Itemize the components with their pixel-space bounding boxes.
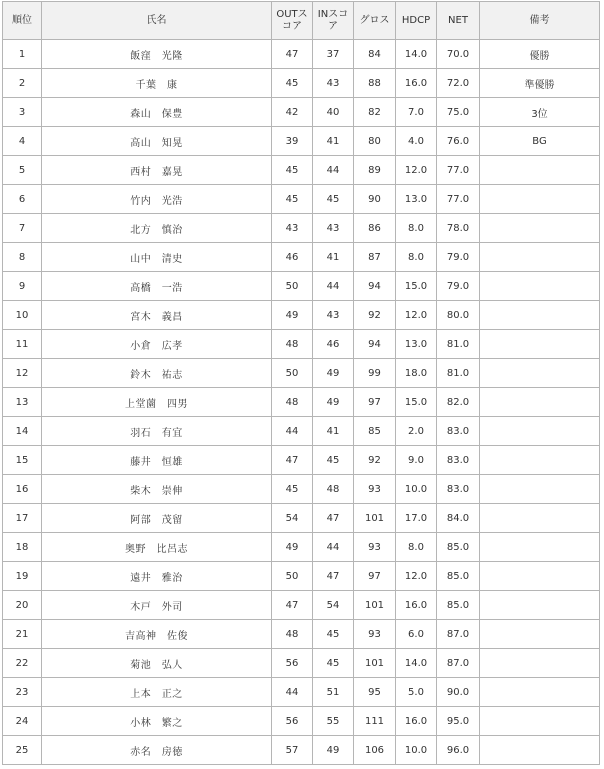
cell-rank: 11 (3, 330, 42, 359)
cell-name: 宮木 義昌 (42, 301, 272, 330)
cell-net: 83.0 (437, 417, 480, 446)
cell-note (480, 678, 600, 707)
cell-hdcp: 14.0 (396, 649, 437, 678)
cell-note (480, 504, 600, 533)
cell-gross: 80 (354, 127, 396, 156)
cell-hdcp: 14.0 (396, 40, 437, 69)
cell-name: 吉高神 佐俊 (42, 620, 272, 649)
cell-note: 優勝 (480, 40, 600, 69)
cell-name: 飯窪 光隆 (42, 40, 272, 69)
cell-out-score: 42 (272, 98, 313, 127)
cell-note (480, 301, 600, 330)
cell-out-score: 44 (272, 417, 313, 446)
cell-hdcp: 10.0 (396, 736, 437, 765)
cell-note (480, 620, 600, 649)
cell-name: 阿部 茂留 (42, 504, 272, 533)
cell-rank: 12 (3, 359, 42, 388)
cell-rank: 10 (3, 301, 42, 330)
cell-out-score: 49 (272, 301, 313, 330)
cell-rank: 20 (3, 591, 42, 620)
header-rank: 順位 (3, 2, 42, 40)
cell-note: 3位 (480, 98, 600, 127)
header-net: NET (437, 2, 480, 40)
cell-name: 藤井 恒雄 (42, 446, 272, 475)
cell-in-score: 51 (313, 678, 354, 707)
cell-net: 82.0 (437, 388, 480, 417)
table-row (3, 243, 600, 272)
cell-rank: 6 (3, 185, 42, 214)
cell-name: 遠井 雅治 (42, 562, 272, 591)
cell-in-score: 44 (313, 156, 354, 185)
cell-net: 84.0 (437, 504, 480, 533)
cell-name: 竹内 光浩 (42, 185, 272, 214)
cell-hdcp: 15.0 (396, 388, 437, 417)
cell-out-score: 50 (272, 272, 313, 301)
cell-rank: 5 (3, 156, 42, 185)
cell-out-score: 48 (272, 388, 313, 417)
cell-note (480, 475, 600, 504)
cell-in-score: 41 (313, 417, 354, 446)
cell-in-score: 45 (313, 185, 354, 214)
table-row (3, 301, 600, 330)
cell-net: 79.0 (437, 243, 480, 272)
cell-note (480, 214, 600, 243)
cell-gross: 111 (354, 707, 396, 736)
cell-gross: 92 (354, 301, 396, 330)
cell-gross: 92 (354, 446, 396, 475)
cell-in-score: 49 (313, 359, 354, 388)
cell-hdcp: 12.0 (396, 156, 437, 185)
cell-out-score: 46 (272, 243, 313, 272)
cell-out-score: 48 (272, 620, 313, 649)
cell-in-score: 41 (313, 243, 354, 272)
table-row (3, 156, 600, 185)
cell-rank: 3 (3, 98, 42, 127)
cell-gross: 86 (354, 214, 396, 243)
table-row (3, 98, 600, 127)
cell-note (480, 707, 600, 736)
cell-name: 赤名 房徳 (42, 736, 272, 765)
cell-rank: 15 (3, 446, 42, 475)
cell-note (480, 649, 600, 678)
cell-out-score: 50 (272, 562, 313, 591)
cell-hdcp: 8.0 (396, 243, 437, 272)
cell-hdcp: 16.0 (396, 591, 437, 620)
cell-out-score: 56 (272, 707, 313, 736)
cell-net: 83.0 (437, 446, 480, 475)
cell-gross: 89 (354, 156, 396, 185)
cell-note (480, 330, 600, 359)
cell-hdcp: 16.0 (396, 69, 437, 98)
cell-gross: 88 (354, 69, 396, 98)
cell-note (480, 591, 600, 620)
table-row (3, 620, 600, 649)
table-row (3, 214, 600, 243)
cell-note (480, 446, 600, 475)
cell-in-score: 43 (313, 301, 354, 330)
cell-net: 77.0 (437, 185, 480, 214)
cell-in-score: 45 (313, 649, 354, 678)
table-row (3, 562, 600, 591)
cell-rank: 13 (3, 388, 42, 417)
table-row (3, 40, 600, 69)
cell-rank: 1 (3, 40, 42, 69)
table-row (3, 533, 600, 562)
cell-net: 87.0 (437, 649, 480, 678)
cell-hdcp: 2.0 (396, 417, 437, 446)
table-row (3, 707, 600, 736)
cell-rank: 16 (3, 475, 42, 504)
cell-in-score: 41 (313, 127, 354, 156)
cell-net: 95.0 (437, 707, 480, 736)
cell-hdcp: 15.0 (396, 272, 437, 301)
cell-net: 85.0 (437, 562, 480, 591)
header-row (3, 2, 600, 40)
cell-out-score: 48 (272, 330, 313, 359)
cell-note: 準優勝 (480, 69, 600, 98)
cell-rank: 7 (3, 214, 42, 243)
cell-name: 奥野 比呂志 (42, 533, 272, 562)
cell-rank: 8 (3, 243, 42, 272)
cell-name: 木戸 外司 (42, 591, 272, 620)
header-name: 氏名 (42, 2, 272, 40)
header-gross: グロス (354, 2, 396, 40)
cell-note (480, 388, 600, 417)
cell-note: BG (480, 127, 600, 156)
table-row (3, 69, 600, 98)
cell-hdcp: 8.0 (396, 533, 437, 562)
cell-gross: 87 (354, 243, 396, 272)
cell-net: 85.0 (437, 591, 480, 620)
cell-name: 西村 嘉晃 (42, 156, 272, 185)
cell-in-score: 40 (313, 98, 354, 127)
cell-note (480, 736, 600, 765)
cell-out-score: 49 (272, 533, 313, 562)
cell-note (480, 156, 600, 185)
table-row (3, 330, 600, 359)
cell-gross: 85 (354, 417, 396, 446)
table-row (3, 736, 600, 765)
cell-out-score: 50 (272, 359, 313, 388)
cell-gross: 94 (354, 272, 396, 301)
cell-in-score: 49 (313, 736, 354, 765)
cell-name: 高橋 一浩 (42, 272, 272, 301)
cell-name: 北方 慎治 (42, 214, 272, 243)
cell-out-score: 47 (272, 40, 313, 69)
cell-name: 上本 正之 (42, 678, 272, 707)
cell-name: 高山 知晃 (42, 127, 272, 156)
cell-rank: 19 (3, 562, 42, 591)
cell-out-score: 45 (272, 156, 313, 185)
cell-net: 85.0 (437, 533, 480, 562)
cell-gross: 101 (354, 649, 396, 678)
cell-net: 72.0 (437, 69, 480, 98)
cell-name: 千葉 康 (42, 69, 272, 98)
cell-net: 76.0 (437, 127, 480, 156)
cell-name: 羽石 有宜 (42, 417, 272, 446)
cell-in-score: 43 (313, 214, 354, 243)
cell-gross: 97 (354, 388, 396, 417)
cell-rank: 24 (3, 707, 42, 736)
cell-gross: 90 (354, 185, 396, 214)
cell-hdcp: 12.0 (396, 562, 437, 591)
cell-in-score: 45 (313, 620, 354, 649)
cell-in-score: 44 (313, 272, 354, 301)
cell-hdcp: 13.0 (396, 185, 437, 214)
cell-rank: 9 (3, 272, 42, 301)
table-row (3, 388, 600, 417)
table-row (3, 417, 600, 446)
cell-net: 90.0 (437, 678, 480, 707)
cell-note (480, 243, 600, 272)
cell-out-score: 47 (272, 446, 313, 475)
cell-hdcp: 9.0 (396, 446, 437, 475)
cell-name: 菊池 弘人 (42, 649, 272, 678)
cell-in-score: 37 (313, 40, 354, 69)
cell-net: 83.0 (437, 475, 480, 504)
cell-name: 鈴木 祐志 (42, 359, 272, 388)
cell-in-score: 54 (313, 591, 354, 620)
cell-rank: 14 (3, 417, 42, 446)
cell-hdcp: 10.0 (396, 475, 437, 504)
cell-note (480, 533, 600, 562)
cell-hdcp: 16.0 (396, 707, 437, 736)
cell-net: 75.0 (437, 98, 480, 127)
cell-net: 81.0 (437, 359, 480, 388)
cell-name: 小林 繁之 (42, 707, 272, 736)
cell-rank: 18 (3, 533, 42, 562)
table-row (3, 359, 600, 388)
cell-out-score: 56 (272, 649, 313, 678)
cell-hdcp: 4.0 (396, 127, 437, 156)
cell-in-score: 45 (313, 446, 354, 475)
cell-gross: 82 (354, 98, 396, 127)
cell-out-score: 43 (272, 214, 313, 243)
cell-note (480, 562, 600, 591)
cell-name: 山中 清史 (42, 243, 272, 272)
cell-in-score: 48 (313, 475, 354, 504)
cell-rank: 22 (3, 649, 42, 678)
cell-rank: 17 (3, 504, 42, 533)
cell-in-score: 47 (313, 562, 354, 591)
cell-in-score: 44 (313, 533, 354, 562)
table-row (3, 127, 600, 156)
cell-gross: 106 (354, 736, 396, 765)
table-row (3, 446, 600, 475)
cell-net: 70.0 (437, 40, 480, 69)
cell-hdcp: 5.0 (396, 678, 437, 707)
table-row (3, 504, 600, 533)
cell-gross: 99 (354, 359, 396, 388)
cell-note (480, 185, 600, 214)
table-row (3, 272, 600, 301)
header-note: 備考 (480, 2, 600, 40)
cell-net: 96.0 (437, 736, 480, 765)
header-hdcp: HDCP (396, 2, 437, 40)
cell-out-score: 45 (272, 475, 313, 504)
cell-out-score: 44 (272, 678, 313, 707)
cell-net: 80.0 (437, 301, 480, 330)
table-row (3, 649, 600, 678)
cell-net: 81.0 (437, 330, 480, 359)
cell-in-score: 49 (313, 388, 354, 417)
cell-out-score: 45 (272, 185, 313, 214)
cell-gross: 97 (354, 562, 396, 591)
cell-gross: 95 (354, 678, 396, 707)
table-row (3, 475, 600, 504)
cell-out-score: 54 (272, 504, 313, 533)
results-body (3, 40, 600, 765)
cell-in-score: 46 (313, 330, 354, 359)
cell-hdcp: 18.0 (396, 359, 437, 388)
cell-rank: 25 (3, 736, 42, 765)
cell-out-score: 47 (272, 591, 313, 620)
cell-net: 78.0 (437, 214, 480, 243)
cell-hdcp: 7.0 (396, 98, 437, 127)
table-row (3, 185, 600, 214)
cell-out-score: 45 (272, 69, 313, 98)
cell-rank: 2 (3, 69, 42, 98)
cell-out-score: 57 (272, 736, 313, 765)
cell-gross: 101 (354, 591, 396, 620)
cell-out-score: 39 (272, 127, 313, 156)
cell-net: 79.0 (437, 272, 480, 301)
cell-hdcp: 13.0 (396, 330, 437, 359)
cell-name: 小倉 広孝 (42, 330, 272, 359)
cell-in-score: 55 (313, 707, 354, 736)
cell-in-score: 47 (313, 504, 354, 533)
header-out-score: OUTスコア (272, 2, 313, 40)
cell-hdcp: 17.0 (396, 504, 437, 533)
cell-gross: 94 (354, 330, 396, 359)
cell-note (480, 272, 600, 301)
cell-hdcp: 6.0 (396, 620, 437, 649)
cell-name: 柴木 崇伸 (42, 475, 272, 504)
cell-name: 上堂薗 四男 (42, 388, 272, 417)
cell-rank: 4 (3, 127, 42, 156)
cell-gross: 93 (354, 533, 396, 562)
cell-note (480, 359, 600, 388)
cell-net: 87.0 (437, 620, 480, 649)
table-row (3, 591, 600, 620)
cell-gross: 84 (354, 40, 396, 69)
cell-hdcp: 12.0 (396, 301, 437, 330)
cell-gross: 101 (354, 504, 396, 533)
cell-note (480, 417, 600, 446)
cell-gross: 93 (354, 620, 396, 649)
cell-rank: 23 (3, 678, 42, 707)
results-table (2, 1, 600, 765)
cell-net: 77.0 (437, 156, 480, 185)
cell-rank: 21 (3, 620, 42, 649)
table-row (3, 678, 600, 707)
cell-in-score: 43 (313, 69, 354, 98)
cell-hdcp: 8.0 (396, 214, 437, 243)
cell-name: 森山 保豊 (42, 98, 272, 127)
header-in-score: INスコア (313, 2, 354, 40)
cell-gross: 93 (354, 475, 396, 504)
